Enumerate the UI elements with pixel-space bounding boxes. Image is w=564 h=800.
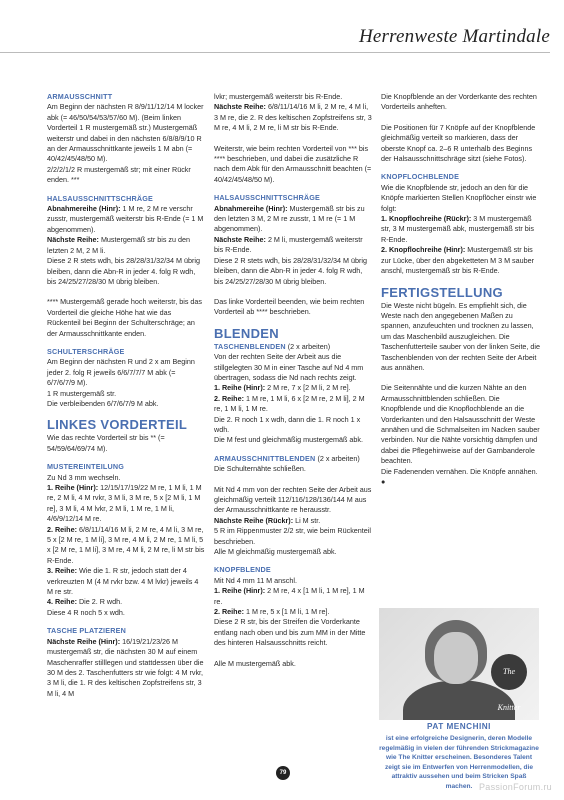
column-1	[47, 92, 205, 707]
paragraph: 2/2/2/1/2 R mustergemäß str; mit einer Rückr enden. ***	[47, 164, 191, 185]
paragraph: Nächste Reihe: Mustergemäß str bis zu den letzten 2 M, 2 M li.	[47, 235, 191, 255]
paragraph: **** Mustergemäß gerade hoch weiterstr, bis das Vorderteil die gleiche Höhe hat wie das Rückenteil bei Beginn der Schulterschräge; an der Armausschnittkante enden.	[47, 297, 203, 338]
paragraph: 1. Reihe (Hinr): 12/15/17/19/22 M re, 1 M li, 1 M re, 2 M li, 4 M rvkr, 3 M li, 3 M re, 5 x [2 M li, 1 M re], 3 M li, 4 M lvkr, 2 M li, 1 M re, 1 M li, 4/6/9/12/14 M re.	[47, 483, 202, 524]
watermark: PassionForum.ru	[478, 782, 552, 792]
main-heading: LINKES VORDERTEIL	[47, 417, 188, 433]
paragraph: 2. Reihe: 6/8/11/14/16 M li, 2 M re, 4 M li, 3 M re, 5 x [2 M re, 1 M li], 3 M re, 4 M li, 2 M re, 1 M li, 5 x [2 M re, 1 M li], 3 M re, 4 M li, 2 M re, li M str bis R-Ende.	[47, 524, 205, 565]
paragraph: 1 R mustergemäß str.	[47, 388, 117, 398]
section-heading: TASCHE PLATZIEREN	[47, 626, 127, 636]
paragraph: 2. Knopflochreihe (Hinr): Mustergemäß str bis zur Lücke, über den abgeketteten M 3 M sauber anschl, mustergemäß str bis R-Ende.	[381, 245, 535, 276]
paragraph: 2. Reihe: 1 M re, 1 M li, 6 x [2 M re, 2 M li], 2 M re, 1 M li, 1 M re.	[214, 393, 365, 414]
paragraph: 5 R im Rippenmuster 2/2 str, wie beim Rückenteil beschrieben.	[214, 526, 371, 546]
section-heading: ARMAUSSCHNITT	[47, 92, 113, 101]
designer-bio: ist eine erfolgreiche Designerin, deren Modelle regelmäßig in vielen der führenden Strickmagazine wie The Knitter erscheinen. Besonderes Talent zeigt sie im Entwerfen von Herrenmodellen, die attraktiv aussehen und beim Stricken Spaß machen.	[379, 735, 539, 790]
paragraph: Diese 4 R noch 5 x wdh.	[47, 607, 125, 617]
magazine-logo: The Knitter	[491, 654, 527, 690]
paragraph: Die Seitennähte und die kurzen Nähte an den Armausschnittblenden schließen. Die Knopfblende und die Knopflochblende an die Vorderkanten und den Halsausschnitt der Weste annähen und die Schmalseiten im Nacken sauber verbinden. Nur die Nähte vorsichtig dämpfen und dabei die Pflegehinweise auf der Garnbanderole beachten.	[381, 383, 540, 466]
paragraph: Mit Nd 4 mm 11 M anschl.	[214, 575, 297, 585]
paragraph: Wie die Knopfblende str, jedoch an den für die Knöpfe markierten Stellen Knopflöcher einstr wie folgt:	[381, 182, 537, 213]
paragraph: Alle M mustergemäß abk.	[214, 658, 296, 668]
paragraph: 4. Reihe: Die 2. R wdh.	[47, 597, 123, 607]
paragraph: Die Knopfblende an der Vorderkante des rechten Vorderteils anheften.	[381, 92, 537, 112]
section-heading: HALSAUSSCHNITTSCHRÄGE	[214, 193, 321, 203]
paragraph: Die verbleibenden 6/7/6/7/9 M abk.	[47, 398, 159, 408]
section-heading: KNOPFBLENDE	[214, 565, 271, 575]
paragraph: 1. Knopflochreihe (Rückr): 3 M mustergemäß str, 3 M mustergemäß abk, mustergemäß str bis R-Ende.	[381, 214, 534, 244]
paragraph: Weiterstr, wie beim rechten Vorderteil von *** bis **** beschrieben, und dabei die zusätzliche R nach dem Abk für den Armausschnitt beachten (= 40/42/45/48/50 M).	[214, 143, 372, 184]
paragraph: 3. Reihe: Wie die 1. R str, jedoch statt der 4 verkreuzten M (4 M rvkr bzw. 4 M lvkr) jeweils 4 M re str.	[47, 566, 199, 597]
paragraph: Am Beginn der nächsten R 8/9/11/12/14 M locker abk (= 46/50/54/53/57/60 M). (Beim linken Vorderteil 1 R mustergemäß str.) Mustergemäß weiterstr und dabei in den nächsten 6/8/8/9/10 R an der Armausschnittkante jeweils 1 M abn (= 40/42/45/48/50 M).	[47, 102, 204, 164]
paragraph: Mit Nd 4 mm von der rechten Seite der Arbeit aus gleichmäßig verteilt 112/116/128/136/144 M aus der Armausschnittkante re herausstr.	[214, 484, 372, 515]
designer-name: PAT MENCHINI	[427, 722, 491, 731]
paragraph: Die Positionen für 7 Knöpfe auf der Knopfblende gleichmäßig verteilt so markieren, dass der oberste Knopf ca. 2–6 R unterhalb des Beginns der Halsausschnittschräge sitzt (siehe Fotos).	[381, 122, 536, 164]
designer-photo	[379, 608, 539, 720]
column-3	[381, 92, 541, 495]
subheading-line: TASCHENBLENDEN (2 x arbeiten)	[214, 341, 331, 351]
paragraph: Die Fadenenden vernähen. Die Knöpfe annähen. ●	[381, 466, 538, 486]
paragraph: Von der rechten Seite der Arbeit aus die stillgelegten 30 M in einer Tasche auf Nd 4 mm übertragen, sodass die Nd nach rechts zeigt.	[214, 352, 364, 382]
subheading-line: ARMAUSSCHNITTBLENDEN (2 x arbeiten)	[214, 453, 360, 463]
page-title: Herrenweste Martindale	[358, 26, 550, 47]
section-heading: SCHULTERSCHRÄGE	[47, 346, 125, 356]
paragraph: Nächste Reihe: 2 M li, mustergemäß weiterstr bis R-Ende.	[214, 234, 363, 255]
paragraph: Diese 2 R stets wdh, bis 28/28/31/32/34 M übrig bleiben, dann die Abn-R in jeder 4. folg R wdh, bis 24/25/27/28/30 M übrig bleiben.	[47, 256, 201, 286]
paragraph: Die 2. R noch 1 x wdh, dann die 1. R noch 1 x wdh.	[214, 414, 361, 434]
paragraph: Zu Nd 3 mm wechseln.	[47, 472, 121, 482]
paragraph: 1. Reihe (Hinr): 2 M re, 7 x [2 M li, 2 M re].	[214, 383, 351, 393]
paragraph: Abnahmereihe (Hinr): 1 M re, 2 M re verschr zusstr, mustergemäß weiterstr bis R-Ende (= 1 M abgenommen).	[47, 204, 204, 234]
paragraph: Das linke Vorderteil beenden, wie beim rechten Vorderteil ab **** beschrieben.	[214, 296, 365, 317]
paragraph: Die Weste nicht bügeln. Es empfiehlt sich, die Weste nach den angegebenen Maßen zu spannen, anzufeuchten und trocknen zu lassen, um das Maschenbild auszugleichen. Die Taschenfutterteile sauber von der linken Seite, die Taschenblenden von der rechten Seite der Arbeit aus annähen.	[381, 300, 541, 372]
portrait-face	[434, 632, 478, 684]
section-heading: KNOPFLOCHBLENDE	[381, 172, 460, 182]
section-heading: MUSTEREINTEILUNG	[47, 462, 125, 472]
column-2	[214, 92, 372, 677]
paragraph: Diese 2 R str, bis der Streifen die Vorderkante entlang nach oben und bis zum MM in der Mitte des hinteren Halsausschnitts reicht.	[214, 617, 366, 648]
paragraph: Abnahmereihe (Hinr): Mustergemäß str bis zu den letzten 3 M, 2 M re zusstr, 1 M re (= 1 M abgenommen).	[214, 203, 365, 234]
paragraph: Wie das rechte Vorderteil str bis ** (= 54/59/64/69/74 M).	[47, 433, 165, 453]
main-heading: FERTIGSTELLUNG	[381, 284, 503, 300]
paragraph: Nächste Reihe: 6/8/11/14/16 M li, 2 M re, 4 M li, 3 M re, die 2. R des keltischen Zopfstreifens str, 3 M re, 4 M li, 2 M re, li M str bis R-Ende.	[214, 102, 372, 133]
paragraph: Die M fest und gleichmäßig mustergemäß abk.	[214, 435, 364, 445]
paragraph: Nächste Reihe (Hinr): 16/19/21/23/26 M mustergemäß str, die nächsten 30 M auf einem Maschenraffer stilllegen und stattdessen über die 30 M des 2. Taschenfutters str wie folgt: 4 M rvkr, 3 M li, die 1. R des keltischen Zopfstreifens str, 3 M li, 4 M	[47, 636, 204, 698]
section-heading: HALSAUSSCHNITTSCHRÄGE	[47, 193, 154, 203]
paragraph: Nächste Reihe (Rückr): Li M str.	[214, 515, 321, 525]
paragraph: lvkr; mustergemäß weiterstr bis R-Ende.	[214, 92, 343, 101]
paragraph: Diese 2 R stets wdh, bis 28/28/31/32/34 M übrig bleiben, dann die Abn-R in jeder 4. folg R wdh, bis 24/25/27/28/30 M übrig bleiben.	[214, 255, 368, 286]
paragraph: Alle M gleichmäßig mustergemäß abk.	[214, 547, 337, 557]
paragraph: Die Schulternähte schließen.	[214, 464, 306, 474]
paragraph: 2. Reihe: 1 M re, 5 x [1 M li, 1 M re].	[214, 607, 330, 617]
main-heading: BLENDEN	[214, 325, 279, 341]
page-number: 79	[276, 766, 290, 780]
header-rule	[0, 52, 550, 53]
paragraph: 1. Reihe (Hinr): 2 M re, 4 x [1 M li, 1 M re], 1 M re.	[214, 586, 365, 606]
paragraph: Am Beginn der nächsten R und 2 x am Beginn jeder 2. folg R jeweils 6/6/7/7/7 M abk (= 6/7/6/7/9 M).	[47, 357, 195, 388]
